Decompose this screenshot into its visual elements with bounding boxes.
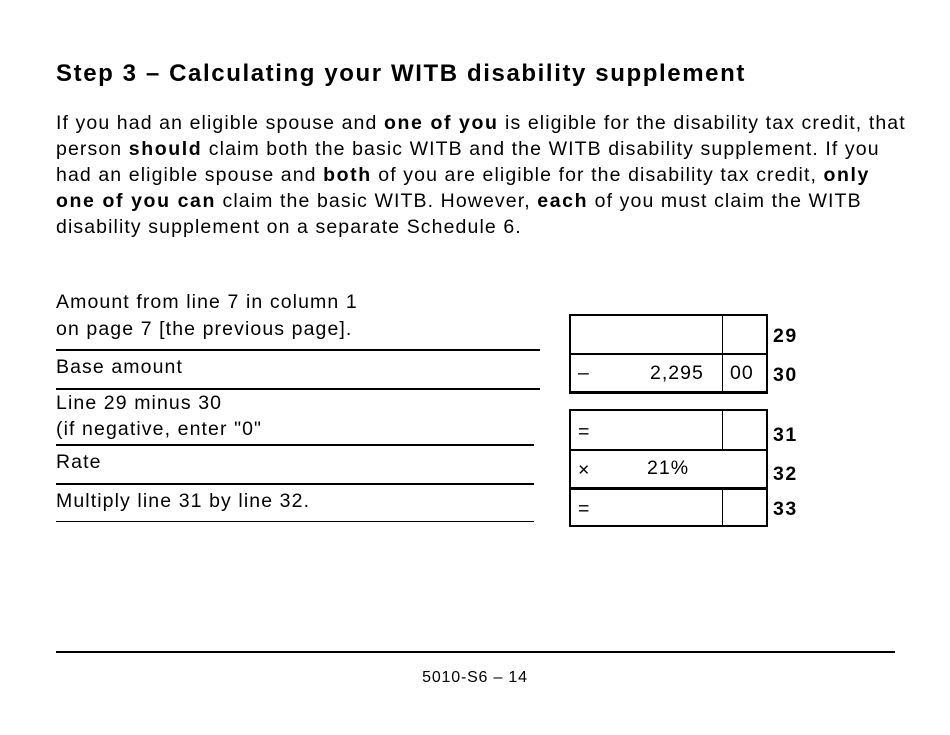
- line-31-label-1: Line 29 minus 30: [56, 392, 223, 414]
- line-32-label: Rate: [56, 451, 102, 473]
- intro-emphasis: each: [537, 190, 589, 212]
- line-29-label-1: Amount from line 7 in column 1: [56, 291, 358, 313]
- line-29-label-2: on page 7 [the previous page].: [56, 318, 353, 340]
- line-30-label: Base amount: [56, 356, 184, 378]
- line-29-cents-input[interactable]: [724, 316, 766, 352]
- intro-text: of you are eligible for the disability tax credit,: [371, 164, 824, 186]
- intro-text: claim the basic WITB. However,: [216, 190, 538, 212]
- line-30-operator: –: [578, 362, 590, 384]
- line-33-label: Multiply line 31 by line 32.: [56, 490, 311, 512]
- line-32-operator: ×: [578, 459, 591, 481]
- divider: [56, 349, 540, 351]
- line-29-dollars-input[interactable]: [571, 316, 721, 352]
- line-30-number: 30: [773, 364, 798, 386]
- line-31-number: 31: [773, 424, 798, 446]
- footer-rule: [56, 651, 895, 653]
- line-31-operator: =: [578, 421, 591, 443]
- divider: [56, 483, 534, 485]
- line-29-number: 29: [773, 325, 798, 347]
- line-33-number: 33: [773, 498, 798, 520]
- line-31-label-2: (if negative, enter "0": [56, 418, 263, 440]
- line-31-dollars-input[interactable]: [595, 411, 720, 448]
- intro-emphasis: should: [128, 138, 203, 160]
- intro-emphasis: only one of you can: [56, 164, 871, 212]
- intro-text: is eligible for the disability tax credit, that person: [56, 112, 906, 160]
- line-33-operator: =: [578, 498, 591, 520]
- line-32-rate: 21%: [647, 457, 690, 479]
- line-33-dollars-input[interactable]: [595, 490, 720, 525]
- intro-paragraph: [56, 110, 906, 240]
- page-title: Step 3 – Calculating your WITB disability supplement: [56, 60, 746, 87]
- line-33-cents-input[interactable]: [724, 490, 766, 525]
- intro-emphasis: one of you: [383, 112, 499, 134]
- intro-text: claim both the basic WITB and the WITB disability supplement. If you had an eligible spouse and: [56, 138, 880, 186]
- line-32-number: 32: [773, 463, 798, 485]
- divider: [56, 444, 534, 446]
- intro-text: of you must claim the WITB disability supplement on a separate Schedule 6.: [56, 190, 862, 238]
- intro-text: If you had an eligible spouse and: [56, 112, 384, 134]
- divider: [56, 521, 534, 522]
- line-31-cents-input[interactable]: [724, 411, 766, 448]
- page-footer: 5010-S6 – 14: [422, 669, 528, 686]
- intro-emphasis: both: [323, 164, 372, 186]
- line-30-cents: 00: [730, 362, 754, 384]
- line-30-dollars: 2,295: [650, 362, 704, 384]
